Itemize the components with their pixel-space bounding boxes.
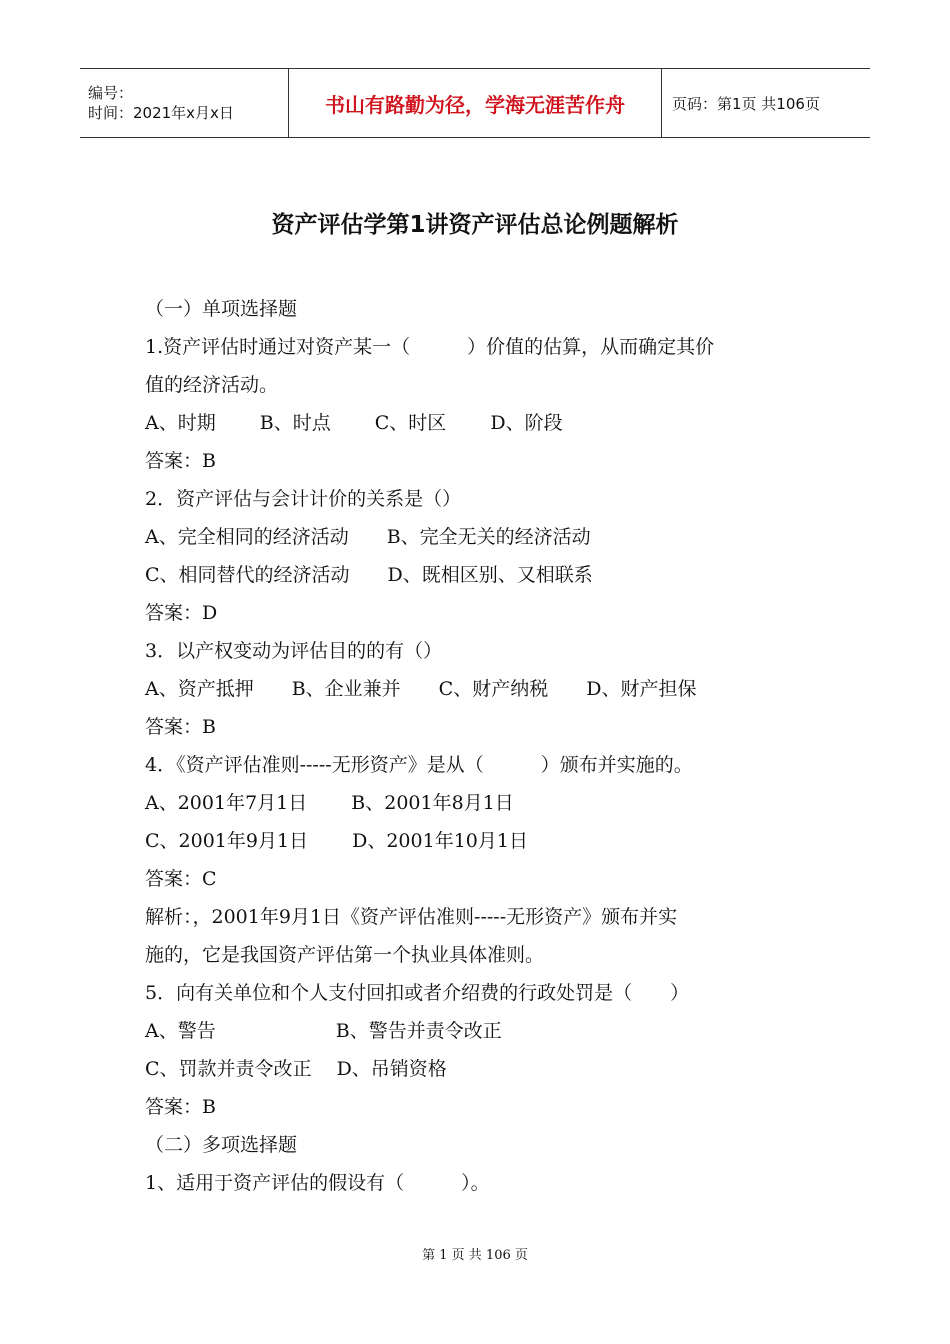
question-1-cont: 值的经济活动。: [145, 374, 279, 396]
document-title: 资产评估学第1讲资产评估总论例题解析: [271, 212, 679, 238]
question-2-options-ab: A、完全相同的经济活动 B、完全无关的经济活动: [145, 526, 591, 548]
question-4-analysis-cont: 施的，它是我国资产评估第一个执业具体准则。: [145, 944, 545, 966]
section-heading-multiple: （二）多项选择题: [145, 1134, 298, 1156]
question-2-options-cd: C、相同替代的经济活动 D、既相区别、又相联系: [145, 564, 593, 586]
section-heading-single: （一）单项选择题: [145, 298, 298, 320]
page-footer: 第 1 页 共 106 页: [422, 1248, 528, 1263]
question-3-answer: 答案：B: [145, 716, 216, 738]
question-3: 3．以产权变动为评估目的的有（）: [145, 640, 443, 662]
question-1-options: A、时期 B、时点 C、时区 D、阶段: [145, 412, 563, 434]
number-label: 编号：: [88, 84, 134, 102]
question-4-options-ab: A、2001年7月1日 B、2001年8月1日: [145, 792, 514, 814]
header-table: [80, 68, 870, 138]
header-motto: 书山有路勤为径，学海无涯苦作舟: [289, 69, 662, 137]
question-4-options-cd: C、2001年9月1日 D、2001年10月1日: [145, 830, 528, 852]
question-2: 2．资产评估与会计计价的关系是（）: [145, 488, 462, 510]
document-body: [145, 290, 825, 1202]
question-5-options-cd: C、罚款并责令改正 D、吊销资格: [145, 1058, 447, 1080]
question-5: 5．向有关单位和个人支付回扣或者介绍费的行政处罚是（ ）: [145, 982, 690, 1004]
question-4: 4．《资产评估准则-----无形资产》是从（ ）颁布并实施的。: [145, 754, 693, 776]
header-meta: [80, 69, 289, 137]
question-3-options: A、资产抵押 B、企业兼并 C、财产纳税 D、财产担保: [145, 678, 697, 700]
question-5-answer: 答案：B: [145, 1096, 216, 1118]
question-1: 1.资产评估时通过对资产某一（ ）价值的估算，从而确定其价: [145, 336, 715, 358]
date-label: 时间：2021年x月x日: [88, 104, 234, 122]
question-4-analysis: 解析：，2001年9月1日《资产评估准则-----无形资产》颁布并实: [145, 906, 678, 928]
question-4-answer: 答案：C: [145, 868, 217, 890]
question-2-answer: 答案：D: [145, 602, 218, 624]
header-page-info: 页码：第1页 共106页: [672, 94, 820, 113]
question-5-options-ab: A、警告 B、警告并责令改正: [145, 1020, 502, 1042]
question-1-answer: 答案：B: [145, 450, 216, 472]
multi-question-1: 1、适用于资产评估的假设有（ ）。: [145, 1172, 490, 1194]
